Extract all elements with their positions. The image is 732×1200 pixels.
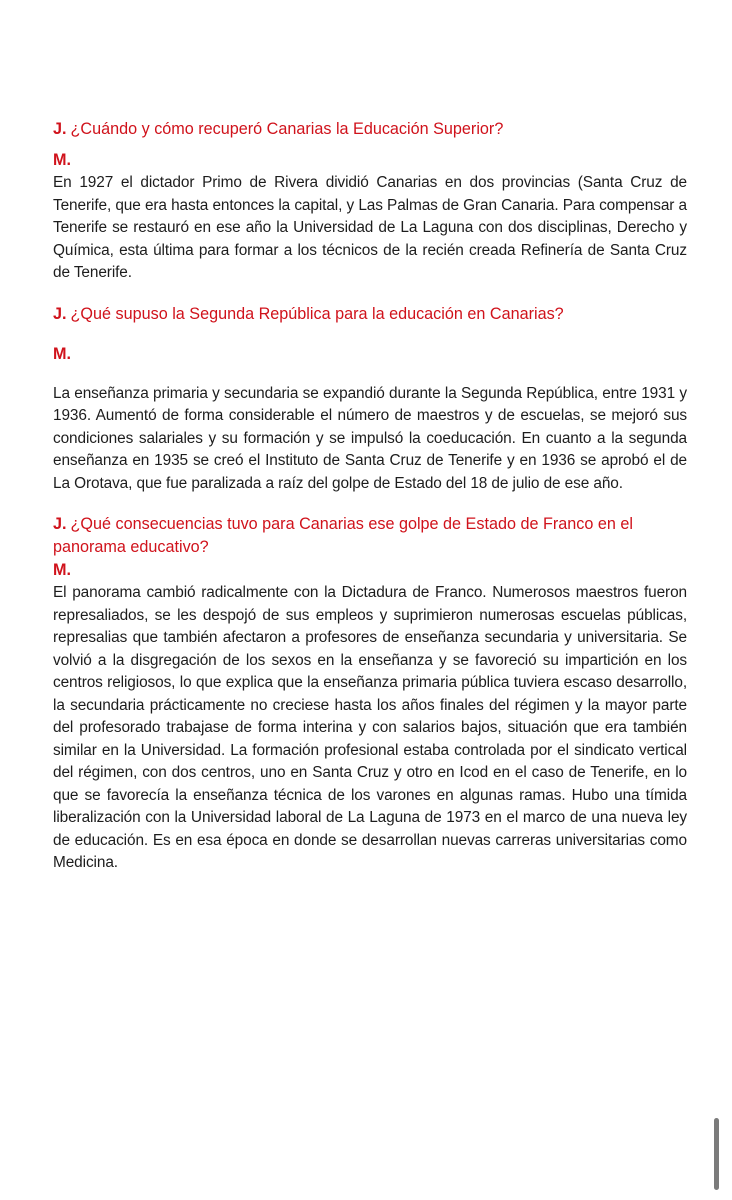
answer-3-prefix: M. — [53, 561, 71, 579]
answer-2-text: La enseñanza primaria y secundaria se expandió durante la Segunda República, entre 1931 y 1936. Aumentó de forma considerable el número de maestros y de escuelas, se mejoró sus condiciones salariales y su formación y se impulsó la coeducación. En cuanto a la segunda enseñanza en 1935 se creó el Instituto de Santa Cruz de Tenerife y en 1936 se aprobó el de La Orotava, que fue paralizada a raíz del golpe de Estado del 18 de julio de ese año. — [53, 384, 687, 492]
answer-2-prefix: M. — [53, 344, 71, 363]
question-1-prefix: J. — [53, 120, 67, 138]
question-2-prefix: J. — [53, 304, 67, 323]
question-3 — [53, 513, 687, 559]
answer-3-text: El panorama cambió radicalmente con la Dictadura de Franco. Numerosos maestros fueron represaliados, se les despojó de sus empleos y suprimieron numerosas escuelas públicas, represalias que también afectaron a profesores de enseñanza secundaria y universitaria. Se volvió a la disgregación de los sexos en la enseñanza y se favoreció su impartición en los centros religiosos, lo que explica que la enseñanza primaria pública tuviera escaso desarrollo, la secundaria prácticamente no creciese hasta los años finales del régimen y la mayor parte del profesorado trabajase de forma interina y con salarios bajos, situación que era también similar en la Universidad. La formación profesional estaba controlada por el sindicato vertical del régimen, con dos centros, uno en Santa Cruz y otro en Icod en el caso de Tenerife, en lo que se favorecía la enseñanza técnica de los varones en algunas ramas. Hubo una tímida liberalización con la Universidad laboral de La Laguna de 1973 en el marco de una nueva ley de educación. Es en esa época en donde se desarrollan nuevas carreras universitarias como Medicina. — [53, 584, 687, 871]
question-1 — [53, 118, 687, 141]
question-1-text: ¿Cuándo y cómo recuperó Canarias la Educación Superior? — [70, 120, 504, 138]
answer-1-text: En 1927 el dictador Primo de Rivera dividió Canarias en dos provincias (Santa Cruz de Tenerife, que era hasta entonces la capital, y Las Palmas de Gran Canaria. Para compensar a Tenerife se restauró en ese año la Universidad de La Laguna con dos disciplinas, Derecho y Química, esta última para formar a los técnicos de la recién creada Refinería de Santa Cruz de Tenerife. — [53, 174, 687, 281]
answer-1-prefix: M. — [53, 151, 71, 169]
vertical-scrollbar[interactable] — [714, 1118, 719, 1190]
question-2-text: ¿Qué supuso la Segunda República para la educación en Canarias? — [70, 304, 564, 323]
question-2 — [53, 303, 687, 326]
question-3-text: ¿Qué consecuencias tuvo para Canarias ese golpe de Estado de Franco en el panorama educativo? — [53, 515, 633, 556]
interview-content — [53, 118, 687, 875]
question-3-prefix: J. — [53, 515, 67, 533]
